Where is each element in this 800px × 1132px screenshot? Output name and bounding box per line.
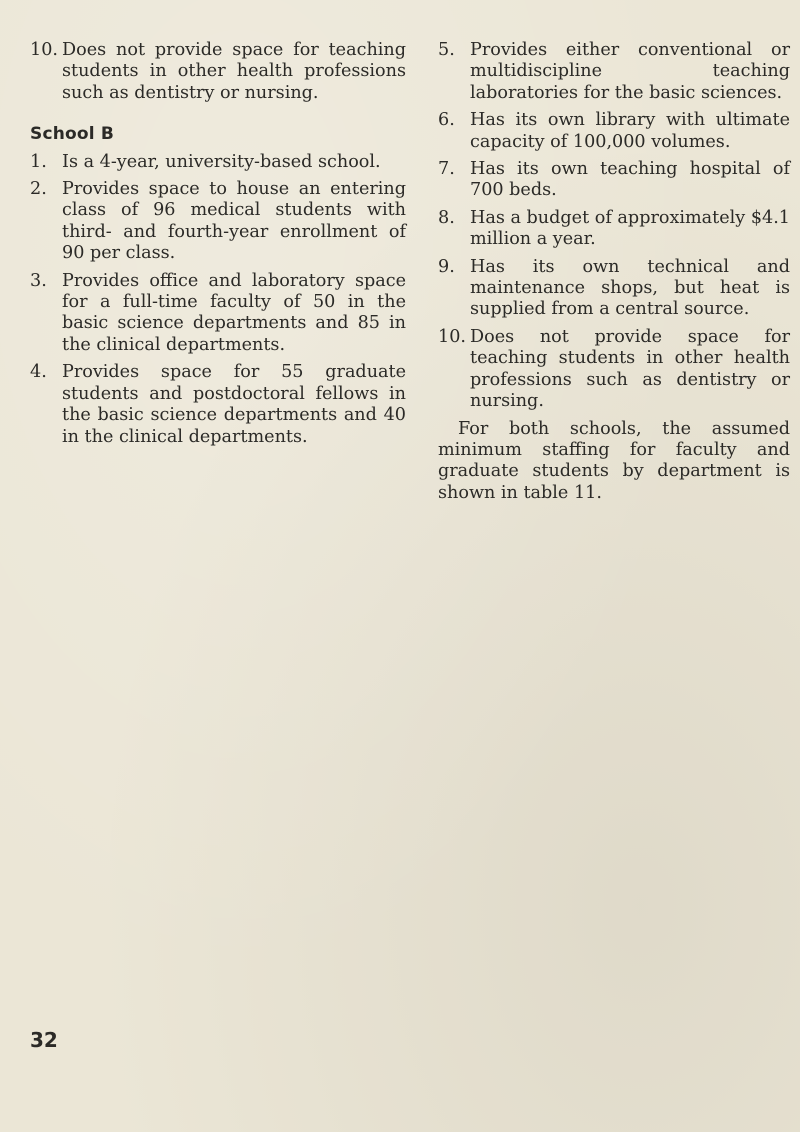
item-number: 10.: [30, 40, 58, 60]
school-b-list-continued: [438, 40, 790, 413]
item-number: 6.: [438, 110, 455, 131]
item-number: 8.: [438, 207, 455, 228]
item-number: 7.: [438, 159, 455, 180]
item-text: Has its own library with ultimate capacity of 100,000 volumes.: [470, 110, 790, 152]
item-text: Provides space to house an entering class of 96 medical students with third- and fourth-year enrollment of 90 per class.: [62, 179, 406, 264]
list-item: [30, 179, 406, 265]
item-text: Provides either conventional or multidiscipline teaching laboratories for the basic sciences.: [470, 40, 790, 103]
list-item: [438, 159, 790, 202]
item-number: 4.: [30, 362, 47, 383]
list-item: [438, 40, 790, 104]
item-number: 2.: [30, 179, 47, 200]
list-item: [30, 40, 406, 104]
school-b-list: [30, 152, 406, 448]
list-item: [438, 257, 790, 321]
section-heading: School B: [30, 124, 115, 145]
item-text: Does not provide space for teaching students in other health professions such as dentistry or nursing.: [470, 326, 790, 412]
item-number: 1.: [30, 151, 47, 172]
item-text: Does not provide space for teaching students in other health professions such as dentistry or nursing.: [62, 40, 406, 103]
list-item: [30, 152, 406, 173]
item-text: Provides space for 55 graduate students and postdoctoral fellows in the basic science departments and 40 in the clinical departments.: [62, 362, 406, 447]
item-number: 5.: [438, 40, 455, 60]
item-text: Has a budget of approximately $4.1 million a year.: [470, 207, 790, 250]
list-item: [438, 327, 790, 413]
item-text: Is a 4-year, university-based school.: [62, 151, 381, 172]
item-text: Has its own technical and maintenance shops, but heat is supplied from a central source.: [470, 256, 790, 320]
page-number: 32: [30, 1028, 58, 1052]
item-number: 9.: [438, 256, 455, 277]
item-text: Has its own teaching hospital of 700 beds.: [470, 159, 790, 201]
item-number: 10.: [438, 326, 466, 347]
item-number: 3.: [30, 270, 47, 291]
item-text: Provides office and laboratory space for a full-time faculty of 50 in the basic science departments and 85 in the clinical departments.: [62, 270, 406, 355]
list-item: [30, 362, 406, 448]
left-column: [30, 40, 406, 454]
left-top-list: [30, 40, 406, 104]
closing-paragraph: For both schools, the assumed minimum staffing for faculty and graduate students by department is shown in table 11.: [438, 418, 790, 503]
list-item: [30, 271, 406, 357]
right-column: [438, 40, 790, 504]
list-item: [438, 208, 790, 251]
list-item: [438, 110, 790, 153]
